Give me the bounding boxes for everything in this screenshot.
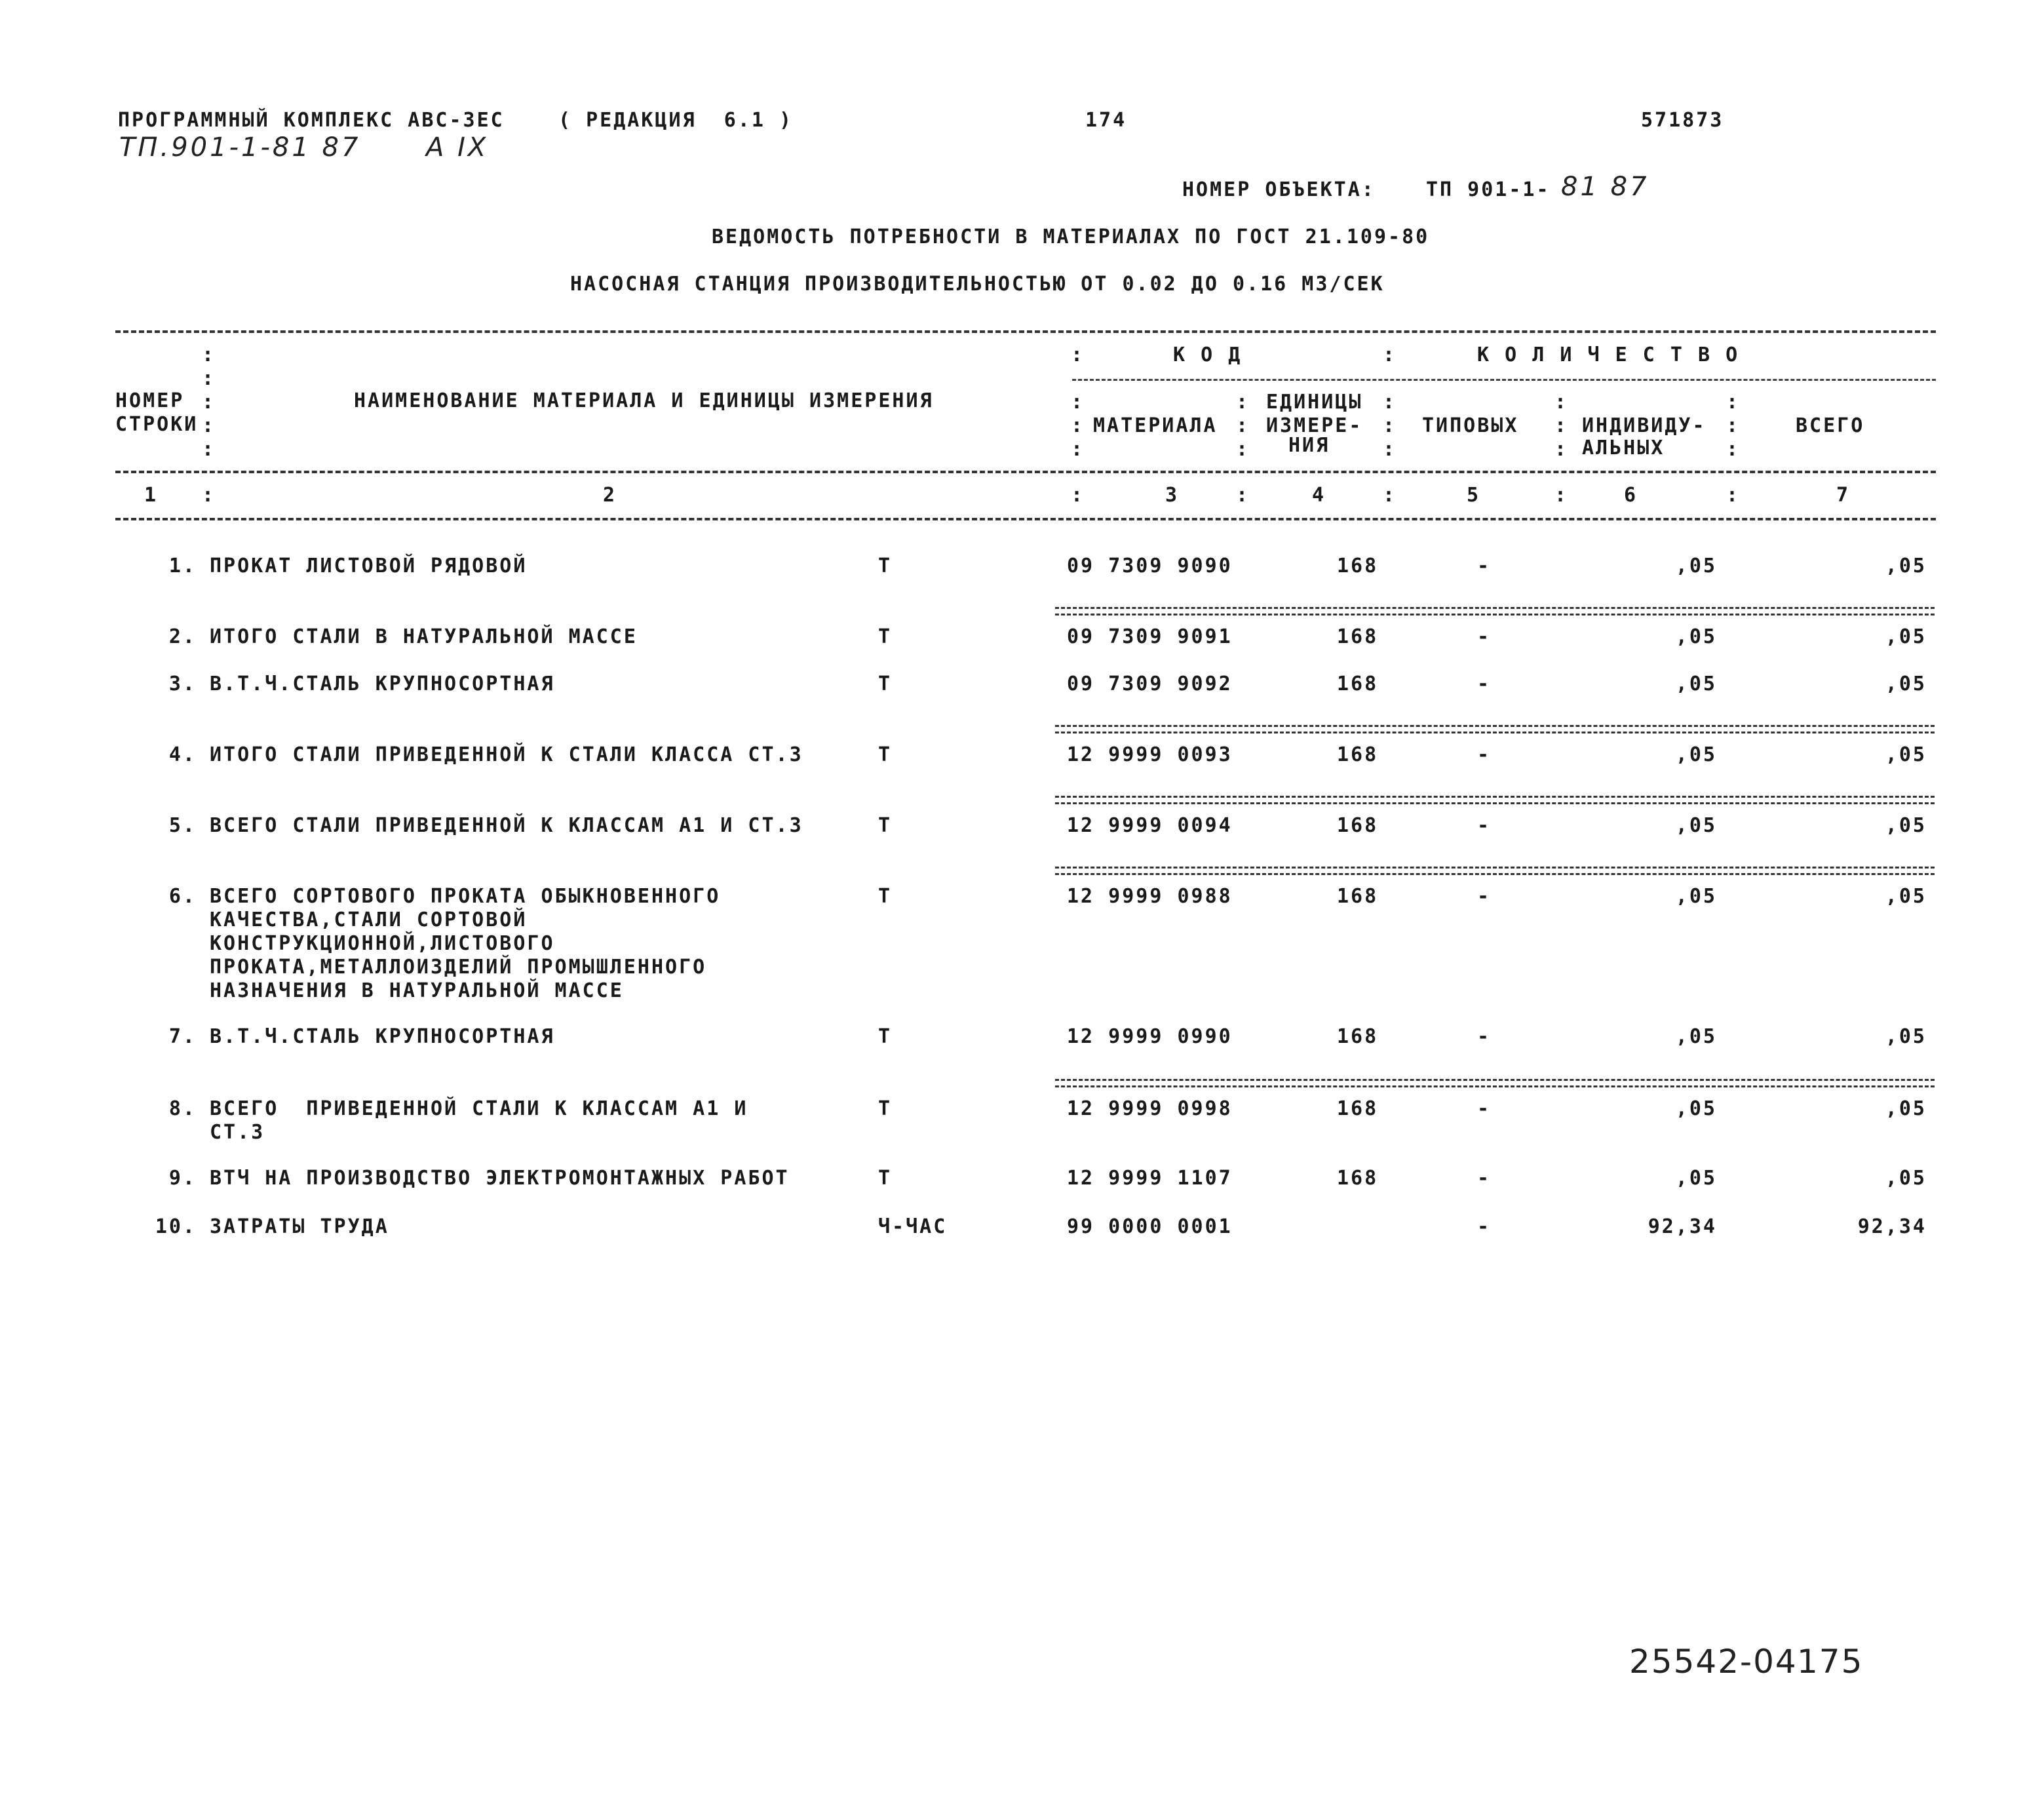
quantity-group-header: К О Л И Ч Е С Т В О bbox=[1477, 343, 1740, 366]
object-label: НОМЕР ОБЪЕКТА: bbox=[1182, 178, 1376, 201]
unit-code-header-line2: ИЗМЕРЕ- bbox=[1266, 414, 1363, 437]
unit: Т bbox=[878, 1097, 893, 1120]
edition-label: ( РЕДАКЦИЯ 6.1 ) bbox=[558, 109, 794, 132]
material-code: 12 9999 0093 bbox=[1067, 743, 1233, 766]
unit: Т bbox=[878, 885, 893, 908]
typical-header: ТИПОВЫХ bbox=[1422, 414, 1519, 437]
material-code: 99 0000 0001 bbox=[1067, 1215, 1233, 1238]
total-qty: ,05 bbox=[1885, 885, 1927, 908]
individual-qty: ,05 bbox=[1675, 743, 1717, 766]
individual-qty: ,05 bbox=[1675, 625, 1717, 648]
unit-code: 168 bbox=[1337, 885, 1379, 908]
handwritten-project-code: ТП.901-1-81 87 bbox=[119, 132, 361, 163]
unit: Т bbox=[878, 743, 893, 766]
code-group-header: К О Д bbox=[1173, 343, 1243, 366]
subtotal-rule bbox=[1055, 607, 1935, 615]
column-number-2: 2 bbox=[603, 484, 617, 507]
material-code: 09 7309 9090 bbox=[1067, 555, 1233, 577]
total-header: ВСЕГО bbox=[1796, 414, 1865, 437]
material-code: 12 9999 0988 bbox=[1067, 885, 1233, 908]
typical-qty: - bbox=[1477, 625, 1492, 648]
unit: Т bbox=[878, 555, 893, 577]
column-number-4: 4 bbox=[1312, 484, 1326, 507]
material-code: 12 9999 0998 bbox=[1067, 1097, 1233, 1120]
unit-code: 168 bbox=[1337, 1025, 1379, 1048]
row-number: 8. bbox=[168, 1097, 197, 1120]
row-number: 9. bbox=[168, 1167, 197, 1190]
column-number-5: 5 bbox=[1467, 484, 1481, 507]
column-separator: : : : bbox=[1726, 391, 1739, 461]
column-separator: : bbox=[1726, 484, 1739, 507]
total-qty: ,05 bbox=[1885, 673, 1927, 695]
unit-code: 168 bbox=[1337, 625, 1379, 648]
unit: Т bbox=[878, 1025, 893, 1048]
column-separator: : : : bbox=[1236, 391, 1248, 461]
object-value: ТП 901-1- bbox=[1426, 178, 1551, 201]
material-code: 12 9999 0990 bbox=[1067, 1025, 1233, 1048]
unit: Т bbox=[878, 1167, 893, 1190]
unit-code: 168 bbox=[1337, 1167, 1379, 1190]
typical-qty: - bbox=[1477, 885, 1492, 908]
typical-qty: - bbox=[1477, 1167, 1492, 1190]
total-qty: ,05 bbox=[1885, 1167, 1927, 1190]
material-name-continued: ПРОКАТА,МЕТАЛЛОИЗДЕЛИЙ ПРОМЫШЛЕННОГО bbox=[210, 956, 707, 979]
row-number: 5. bbox=[168, 814, 197, 837]
program-name: ПРОГРАММНЫЙ КОМПЛЕКС АВС-3ЕС bbox=[118, 109, 505, 132]
individual-qty: ,05 bbox=[1675, 555, 1717, 577]
column-separator: : bbox=[202, 484, 214, 507]
material-code: 09 7309 9092 bbox=[1067, 673, 1233, 695]
material-name: ЗАТРАТЫ ТРУДА bbox=[210, 1215, 389, 1238]
material-name: ВСЕГО СОРТОВОГО ПРОКАТА ОБЫКНОВЕННОГО bbox=[210, 885, 721, 908]
column-number-6: 6 bbox=[1624, 484, 1638, 507]
row-number: 4. bbox=[168, 743, 197, 766]
typical-qty: - bbox=[1477, 673, 1492, 695]
unit-code-header-line1: ЕДИНИЦЫ bbox=[1266, 391, 1363, 414]
unit-code-header-line3: НИЯ bbox=[1288, 434, 1330, 457]
typical-qty: - bbox=[1477, 1097, 1492, 1120]
total-qty: ,05 bbox=[1885, 814, 1927, 837]
individual-qty: 92,34 bbox=[1648, 1215, 1717, 1238]
total-qty: 92,34 bbox=[1857, 1215, 1927, 1238]
name-header: НАИМЕНОВАНИЕ МАТЕРИАЛА И ЕДИНИЦЫ ИЗМЕРЕНИЯ bbox=[354, 389, 934, 412]
subtotal-rule bbox=[1055, 1079, 1935, 1087]
unit: Т bbox=[878, 814, 893, 837]
individual-header-line1: ИНДИВИДУ- bbox=[1582, 414, 1707, 437]
individual-header-line2: АЛЬНЫХ bbox=[1582, 437, 1665, 459]
material-name: ВТЧ НА ПРОИЗВОДСТВО ЭЛЕКТРОМОНТАЖНЫХ РАБОТ bbox=[210, 1167, 790, 1190]
subtotal-rule bbox=[1055, 725, 1935, 733]
individual-qty: ,05 bbox=[1675, 814, 1717, 837]
individual-qty: ,05 bbox=[1675, 1025, 1717, 1048]
subtotal-rule bbox=[1055, 867, 1935, 875]
individual-qty: ,05 bbox=[1675, 673, 1717, 695]
handwritten-sheet-number: 175 bbox=[1797, 1643, 1864, 1681]
material-name: ВСЕГО СТАЛИ ПРИВЕДЕННОЙ К КЛАССАМ А1 И СТ.3 bbox=[210, 814, 803, 837]
column-separator: : bbox=[1236, 484, 1248, 507]
column-separator: : : : bbox=[1554, 391, 1567, 461]
material-name: ИТОГО СТАЛИ ПРИВЕДЕННОЙ К СТАЛИ КЛАССА СТ.3 bbox=[210, 743, 803, 766]
material-name: ИТОГО СТАЛИ В НАТУРАЛЬНОЙ МАССЕ bbox=[210, 625, 638, 648]
material-code: 12 9999 0094 bbox=[1067, 814, 1233, 837]
column-separator: : bbox=[1071, 484, 1083, 507]
material-name: В.Т.Ч.СТАЛЬ КРУПНОСОРТНАЯ bbox=[210, 1025, 555, 1048]
column-number-1: 1 bbox=[144, 484, 159, 507]
unit-code: 168 bbox=[1337, 814, 1379, 837]
row-number-header-line2: СТРОКИ bbox=[115, 413, 199, 436]
typical-qty: - bbox=[1477, 814, 1492, 837]
typical-qty: - bbox=[1477, 555, 1492, 577]
unit-code: 168 bbox=[1337, 743, 1379, 766]
total-qty: ,05 bbox=[1885, 1097, 1927, 1120]
row-number: 10. bbox=[155, 1215, 197, 1238]
group-sub-rule bbox=[1072, 379, 1936, 381]
header-top-rule bbox=[115, 330, 1936, 333]
column-separator: : : : : : bbox=[202, 343, 214, 461]
row-number-header-line1: НОМЕР bbox=[115, 389, 185, 412]
unit: Т bbox=[878, 625, 893, 648]
row-number: 3. bbox=[168, 673, 197, 695]
typical-qty: - bbox=[1477, 1215, 1492, 1238]
document-subtitle: НАСОСНАЯ СТАНЦИЯ ПРОИЗВОДИТЕЛЬНОСТЬЮ ОТ 0.02 ДО 0.16 М3/СЕК bbox=[570, 273, 1385, 296]
material-code: 12 9999 1107 bbox=[1067, 1167, 1233, 1190]
individual-qty: ,05 bbox=[1675, 1097, 1717, 1120]
handwritten-archive-number: 25542-04 bbox=[1629, 1643, 1798, 1681]
row-number: 2. bbox=[168, 625, 197, 648]
row-number: 1. bbox=[168, 555, 197, 577]
material-name-continued: КАЧЕСТВА,СТАЛИ СОРТОВОЙ bbox=[210, 908, 528, 931]
code-material-header: МАТЕРИАЛА bbox=[1093, 414, 1218, 437]
row-number: 6. bbox=[168, 885, 197, 908]
document-number: 571873 bbox=[1641, 109, 1724, 132]
material-name: ВСЕГО ПРИВЕДЕННОЙ СТАЛИ К КЛАССАМ А1 И bbox=[210, 1097, 748, 1120]
object-handwritten-suffix: 81 87 bbox=[1561, 172, 1649, 202]
column-separator: : bbox=[1383, 484, 1395, 507]
typical-qty: - bbox=[1477, 743, 1492, 766]
column-number-7: 7 bbox=[1836, 484, 1851, 507]
column-number-3: 3 bbox=[1165, 484, 1180, 507]
handwritten-album-number: А IX bbox=[426, 132, 489, 163]
material-name-continued: СТ.3 bbox=[210, 1121, 265, 1144]
unit: Т bbox=[878, 673, 893, 695]
material-name: В.Т.Ч.СТАЛЬ КРУПНОСОРТНАЯ bbox=[210, 673, 555, 695]
page-number: 174 bbox=[1085, 109, 1127, 132]
material-code: 09 7309 9091 bbox=[1067, 625, 1233, 648]
typical-qty: - bbox=[1477, 1025, 1492, 1048]
document-title: ВЕДОМОСТЬ ПОТРЕБНОСТИ В МАТЕРИАЛАХ ПО ГОСТ 21.109-80 bbox=[712, 225, 1430, 248]
column-separator: : : : : bbox=[1383, 343, 1395, 461]
material-name: ПРОКАТ ЛИСТОВОЙ РЯДОВОЙ bbox=[210, 555, 528, 577]
unit-code: 168 bbox=[1337, 1097, 1379, 1120]
row-number: 7. bbox=[168, 1025, 197, 1048]
material-name-continued: КОНСТРУКЦИОННОЙ,ЛИСТОВОГО bbox=[210, 932, 555, 955]
individual-qty: ,05 bbox=[1675, 1167, 1717, 1190]
total-qty: ,05 bbox=[1885, 555, 1927, 577]
total-qty: ,05 bbox=[1885, 743, 1927, 766]
header-bottom-rule bbox=[115, 518, 1936, 520]
total-qty: ,05 bbox=[1885, 625, 1927, 648]
individual-qty: ,05 bbox=[1675, 885, 1717, 908]
column-separator: : bbox=[1554, 484, 1567, 507]
unit-code: 168 bbox=[1337, 555, 1379, 577]
header-mid-rule bbox=[115, 471, 1936, 473]
subtotal-rule bbox=[1055, 796, 1935, 804]
unit: Ч-ЧАС bbox=[878, 1215, 948, 1238]
material-name-continued: НАЗНАЧЕНИЯ В НАТУРАЛЬНОЙ МАССЕ bbox=[210, 979, 624, 1002]
total-qty: ,05 bbox=[1885, 1025, 1927, 1048]
unit-code: 168 bbox=[1337, 673, 1379, 695]
column-separator: : : : : bbox=[1071, 343, 1083, 461]
